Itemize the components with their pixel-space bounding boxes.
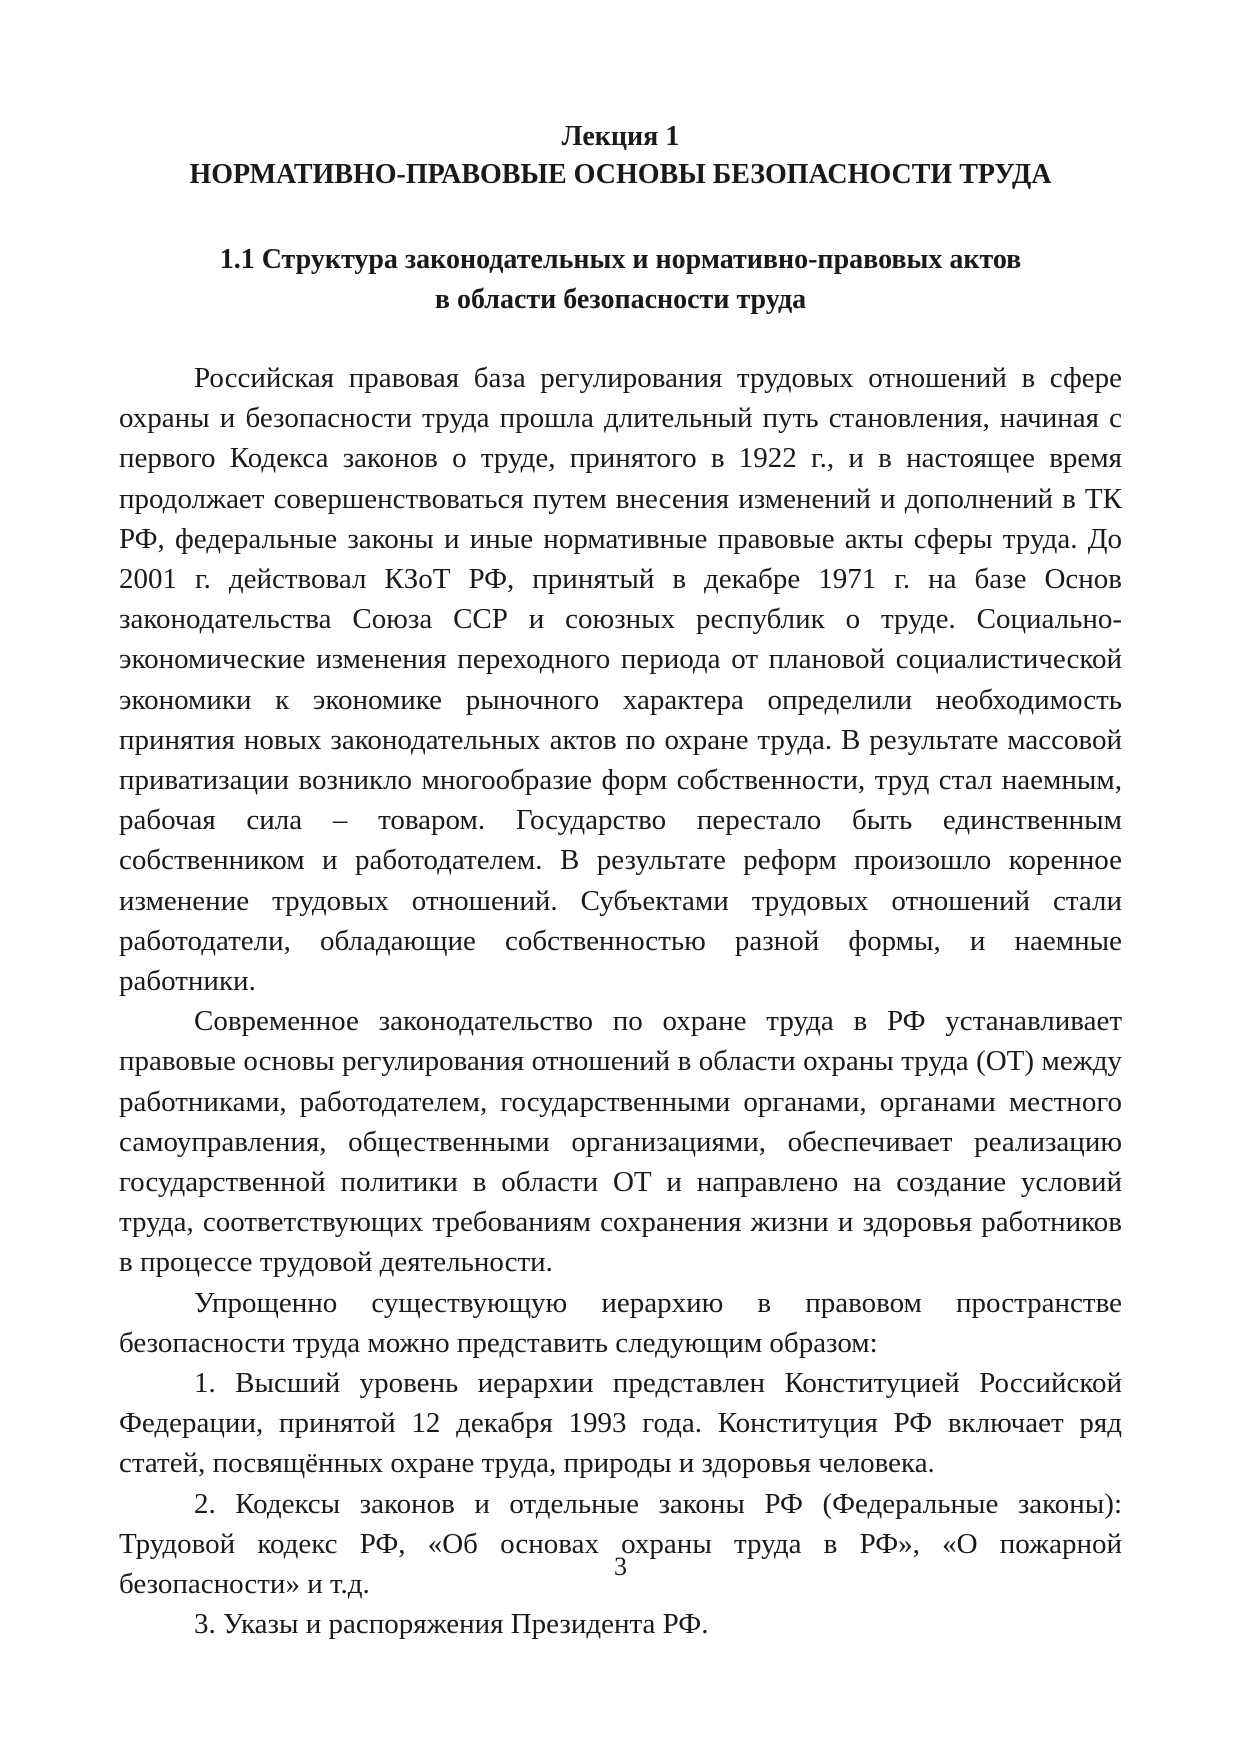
document-page [119, 118, 1122, 1645]
list-item-presidential-decrees: 3. Указы и распоряжения Президента РФ. [194, 1608, 709, 1641]
list-item-constitution: 1. Высший уровень иерархии представлен Конституцией Российской Федерации, принятой 12 декабря 1993 года. Конституция РФ включает ряд статей, посвящённых охране труда, природы и здоровья человека. [119, 1367, 1122, 1480]
list-item-federal-laws: 2. Кодексы законов и отдельные законы РФ (Федеральные законы): Трудовой кодекс РФ, «Об основах охраны труда в РФ», «О пожарной безопасности» и т.д. [119, 1487, 1122, 1601]
paragraph-legal-history: Российская правовая база регулирования трудовых отношений в сфере охраны и безопасности труда прошла длительный путь становления, начиная с первого Кодекса законов о труде, принятого в 1922 г., и в настоящее время продолжает совершенствоваться путем внесения изменений и дополнений в ТК РФ, федеральные законы и иные нормативные правовые акты сферы труда. До 2001 г. действовал КЗоТ РФ, принятый в декабре 1971 г. на базе Основ законодательства Союза ССР и союзных республик о труде. Социально-экономические изменения переходного периода от плановой социалистической экономики к экономике рыночного характера определили необходимость принятия новых законодательных актов по охране труда. В результате массовой приватизации возникло многообразие форм собственности, труд стал наемным, рабочая сила – товаром. Государство перестало быть единственным собственником и работодателем. В результате реформ произошло коренное изменение трудовых отношений. Субъектами трудовых отношений стали работодатели, обладающие собственностью разной формы, и наемные работники. [119, 362, 1122, 998]
paragraph-hierarchy-intro: Упрощенно существующую иерархию в правовом пространстве безопасности труда можно представить следующим образом: [119, 1286, 1122, 1359]
lecture-number: Лекция 1 [561, 121, 680, 152]
page-number: 3 [614, 1552, 627, 1581]
lecture-title: НОРМАТИВНО-ПРАВОВЫЕ ОСНОВЫ БЕЗОПАСНОСТИ ТРУДА [189, 159, 1052, 190]
paragraph-modern-legislation: Современное законодательство по охране труда в РФ устанавливает правовые основы регулирования отношений в области охраны труда (ОТ) между работниками, работодателем, государственными органами, органами местного самоуправления, общественными организациями, обеспечивает реализацию государственной политики в области ОТ и направлено на создание условий труда, соответствующих требованиям сохранения жизни и здоровья работников в процессе трудовой деятельности. [119, 1005, 1122, 1279]
section-heading-line-2: в области безопасности труда [434, 284, 807, 315]
section-heading [119, 240, 1122, 320]
section-heading-line-1: 1.1 Структура законодательных и нормативно-правовых актов [219, 244, 1022, 275]
body-text [119, 358, 1122, 1645]
